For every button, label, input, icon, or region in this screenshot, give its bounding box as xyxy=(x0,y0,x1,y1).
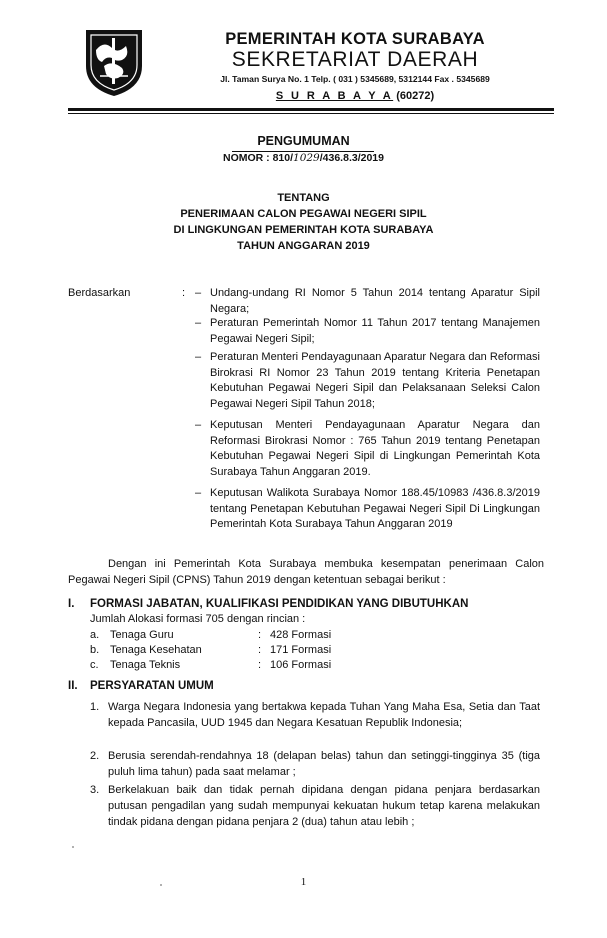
section-title: FORMASI JABATAN, KUALIFIKASI PENDIDIKAN YANG DIBUTUHKAN xyxy=(90,598,469,610)
section-number: II. xyxy=(68,680,78,692)
row-colon: : xyxy=(258,629,262,641)
section-heading xyxy=(68,680,214,692)
number-prefix: NOMOR : 810/ xyxy=(223,152,294,164)
row-value: 106 Formasi xyxy=(270,659,332,671)
title-line: TENTANG xyxy=(277,192,330,204)
section-title: PERSYARATAN UMUM xyxy=(90,680,214,692)
basis-item: Keputusan Menteri Pendayagunaan Aparatur Negara dan Reformasi Birokrasi Nomor : 765 Tahun 2019 tentang Penetapan Kebutuhan Pegawai Negeri Sipil di Lingkungan Pemerintah Kota Surabaya Tahun Anggaran 2019. xyxy=(210,419,540,478)
city-line xyxy=(160,90,550,102)
list-item: Berusia serendah-rendahnya 18 (delapan belas) tahun dan setinggi-tingginya 35 (tiga puluh lima tahun) pada saat melamar ; xyxy=(108,750,540,778)
row-name: Tenaga Kesehatan xyxy=(110,644,202,656)
list-number: 3. xyxy=(90,784,100,796)
dept-name: SEKRETARIAT DAERAH xyxy=(231,48,479,71)
letterhead-rule-thick xyxy=(68,108,554,111)
dash-bullet: – xyxy=(195,419,202,431)
org-name: PEMERINTAH KOTA SURABAYA xyxy=(225,30,485,48)
list-item: Warga Negara Indonesia yang bertakwa kepada Tuhan Yang Maha Esa, Setia dan Taat kepada Pancasila, UUD 1945 dan Negara Kesatuan Republik Indonesia; xyxy=(108,701,540,729)
basis-label: Berdasarkan xyxy=(68,287,131,299)
announcement-title: PENGUMUMAN xyxy=(257,134,350,148)
row-value: 428 Formasi xyxy=(270,629,332,641)
list-number: 1. xyxy=(90,701,100,713)
postcode: (60272) xyxy=(396,90,435,102)
list-number: 2. xyxy=(90,750,100,762)
dash-bullet: – xyxy=(195,317,202,329)
basis-colon: : xyxy=(182,287,186,299)
section-heading xyxy=(68,598,468,610)
city-name: S U R A B A Y A xyxy=(275,90,394,102)
row-colon: : xyxy=(258,659,262,671)
dash-bullet: – xyxy=(195,351,202,363)
row-colon: : xyxy=(258,644,262,656)
subject-title xyxy=(0,190,607,254)
surabaya-crest-icon xyxy=(82,26,146,98)
row-letter: a. xyxy=(90,629,100,641)
dash-bullet: – xyxy=(195,287,202,299)
number-suffix: /436.8.3/2019 xyxy=(319,152,384,164)
title-line: PENERIMAAN CALON PEGAWAI NEGERI SIPIL xyxy=(180,208,427,220)
basis-item: Undang-undang RI Nomor 5 Tahun 2014 tentang Aparatur Sipil Negara; xyxy=(210,287,540,315)
row-name: Tenaga Teknis xyxy=(110,659,181,671)
basis-item: Peraturan Pemerintah Nomor 11 Tahun 2017 tentang Manajemen Pegawai Negeri Sipil; xyxy=(210,317,540,345)
letterhead-rule-thin xyxy=(68,113,554,114)
scan-speck xyxy=(72,846,74,848)
page-number: 1 xyxy=(300,876,307,888)
section-number: I. xyxy=(68,598,75,610)
row-letter: c. xyxy=(90,659,99,671)
list-item: Berkelakuan baik dan tidak pernah dipidana dengan pidana penjara berdasarkan putusan pengadilan yang sudah mempunyai kekuatan hukum tetap karena melakukan tindak pidana dengan pidana penjara 2 (dua) tahun atau lebih ; xyxy=(108,784,540,828)
section-subtitle: Jumlah Alokasi formasi 705 dengan rincian : xyxy=(90,613,306,625)
basis-item: Keputusan Walikota Surabaya Nomor 188.45/10983 /436.8.3/2019 tentang Penetapan Kebutuhan Pegawai Negeri Sipil Di Lingkungan Pemerintah Kota Surabaya Tahun Anggaran 2019 xyxy=(210,487,540,530)
intro-paragraph xyxy=(68,556,544,588)
number-handwritten: 1029 xyxy=(293,152,320,164)
row-name: Tenaga Guru xyxy=(110,629,174,641)
row-value: 171 Formasi xyxy=(270,644,332,656)
address-line: Jl. Taman Surya No. 1 Telp. ( 031 ) 5345689, 5312144 Fax . 5345689 xyxy=(220,74,490,84)
intro-text: Dengan ini Pemerintah Kota Surabaya membuka kesempatan penerimaan Calon Pegawai Negeri Sipil (CPNS) Tahun 2019 dengan ketentuan sebagai berikut : xyxy=(68,558,544,586)
dash-bullet: – xyxy=(195,487,202,499)
title-line: DI LINGKUNGAN PEMERINTAH KOTA SURABAYA xyxy=(173,224,434,236)
row-letter: b. xyxy=(90,644,100,656)
document-number xyxy=(0,152,607,164)
title-line: TAHUN ANGGARAN 2019 xyxy=(237,240,370,252)
basis-item: Peraturan Menteri Pendayagunaan Aparatur Negara dan Reformasi Birokrasi RI Nomor 23 Tahun 2019 tentang Kriteria Penetapan Kebutuhan Pegawai Negeri Sipil dan Pelaksanaan Seleksi Calon Pegawai Negeri Sipil Tahun 2018; xyxy=(210,351,540,410)
